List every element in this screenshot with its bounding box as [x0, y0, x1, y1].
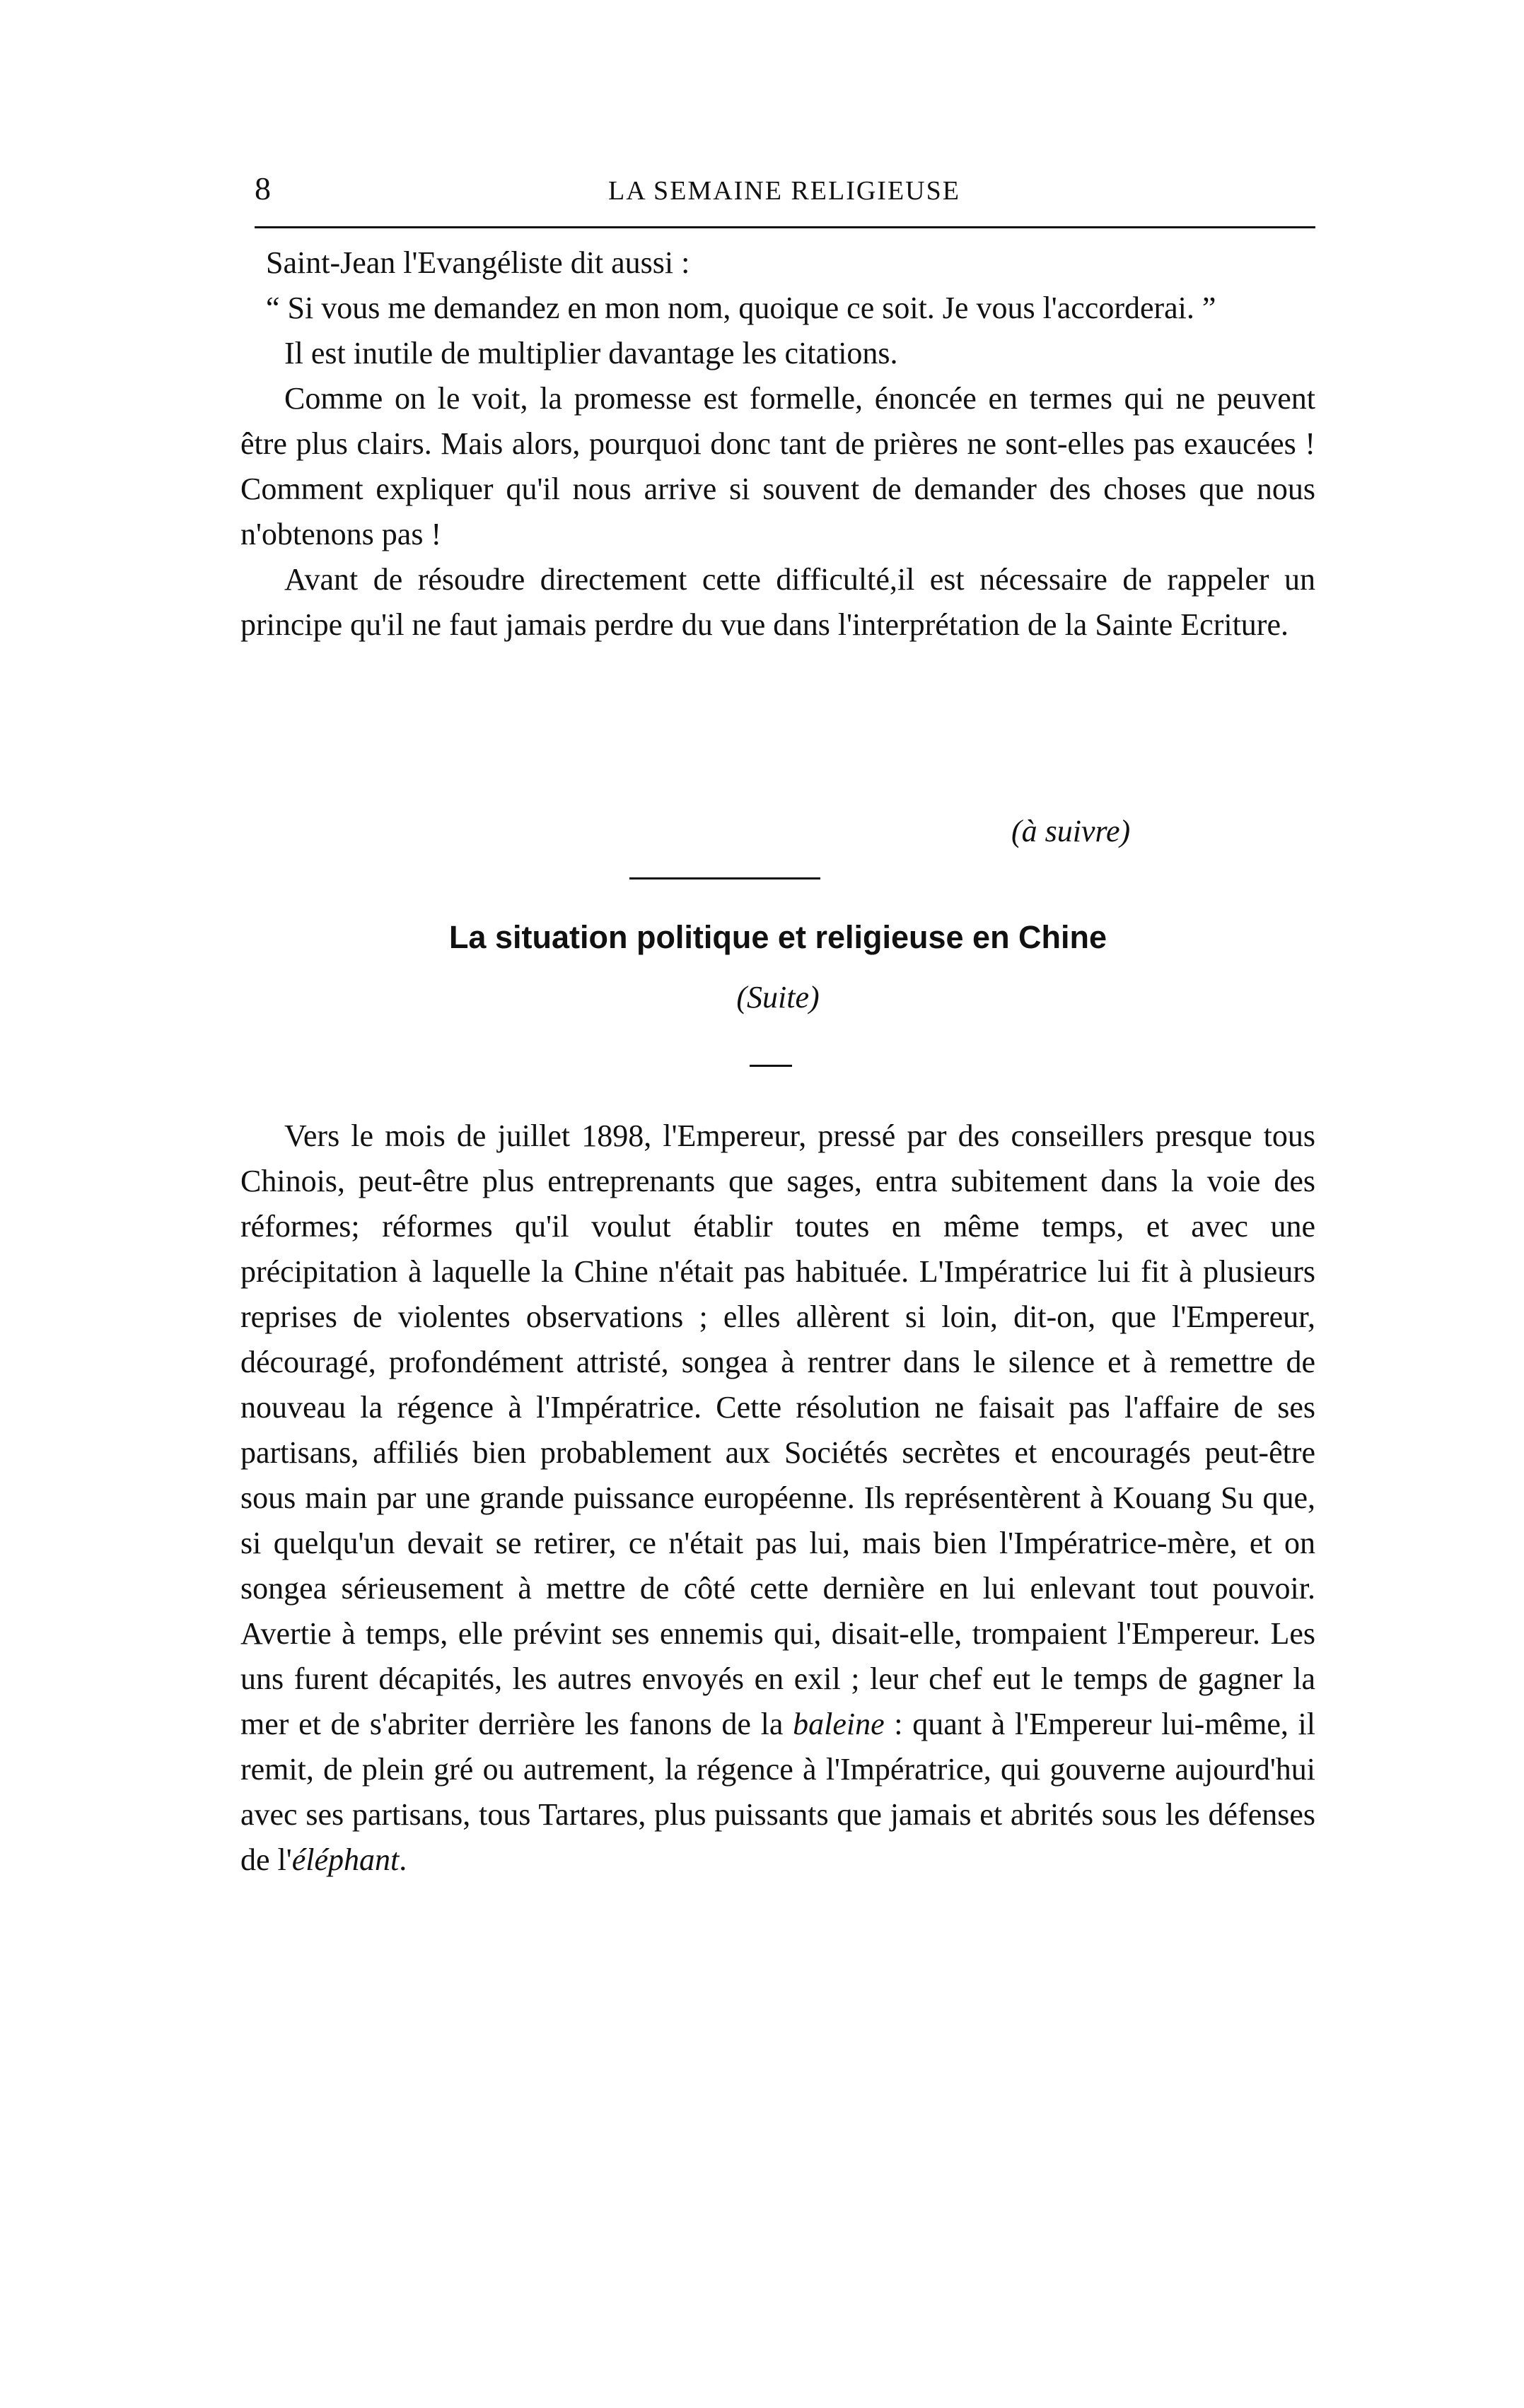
page-number: 8 — [255, 170, 271, 206]
paragraph: Avant de résoudre directement cette difficulté,il est nécessaire de rappeler un principe qu'il ne faut jamais perdre du vue dans l'interprétation de la Sainte Ecriture. — [240, 562, 1315, 642]
paragraph: Il est inutile de multiplier davantage les citations. — [284, 336, 898, 370]
continuation-note: (à suivre) — [1011, 814, 1131, 848]
section-previous-article — [240, 240, 1315, 648]
article-title: La situation politique et religieuse en Chine — [448, 919, 1107, 955]
running-title: LA SEMAINE RELIGIEUSE — [608, 176, 960, 206]
article-paragraph — [240, 1114, 1315, 1883]
quotation-paragraph: “ Si vous me demandez en mon nom, quoique ce soit. Je vous l'accorderai. ” — [266, 291, 1216, 325]
running-header — [240, 134, 1315, 206]
italic-term: éléphant — [291, 1842, 400, 1877]
article-body — [240, 1114, 1315, 1883]
text-run: : quant à l'Empereur lui-même, il remit, de plein gré ou autrement, la régence à l'Impératrice, qui gouverne aujourd'hui avec ses partisans, tous Tartares, plus puissants que jamais et abrités sous les défenses de l' — [240, 1707, 1315, 1877]
page — [240, 134, 1315, 1877]
article-subtitle: (Suite) — [736, 980, 820, 1015]
text-run: Vers le mois de juillet 1898, l'Empereur, pressé par des conseillers presque tous Chinois, peut-être plus entreprenants que sages, entra subitement dans la voie des réformes; réformes qu'il voulut établir toutes en même temps, et avec une précipitation à laquelle la Chine n'était pas habituée. L'Impératrice lui fit à plusieurs reprises de violentes observations ; elles allèrent si loin, dit-on, que l'Empereur, découragé, profondément attristé, songea à rentrer dans le silence et à remettre de nouveau la régence à l'Impératrice. Cette résolution ne faisait pas l'affaire de ses partisans, affiliés bien probablement aux Sociétés secrètes et encouragés peut-être sous main par une grande puissance européenne. Ils représentèrent à Kouang Su que, si quelqu'un devait se retirer, ce n'était pas lui, mais bien l'Impératrice-mère, et on songea sérieusement à mettre de côté cette dernière en lui enlevant tout pouvoir. Avertie à temps, elle prévint ses ennemis qui, disait-elle, trompaient l'Empereur. Les uns furent décapités, les autres envoyés en exil ; leur chef eut le temps de gagner la mer et de s'abriter derrière les fanons de la — [240, 1118, 1315, 1741]
header-rule — [255, 226, 1315, 228]
paragraph: Comme on le voit, la promesse est formelle, énoncée en termes qui ne peuvent être plus clairs. Mais alors, pourquoi donc tant de prières ne sont-elles pas exaucées ! Comment expliquer qu'il nous arrive si souvent de demander des choses que nous n'obtenons pas ! — [240, 381, 1315, 551]
text-run: . — [399, 1842, 407, 1877]
italic-term: baleine — [793, 1707, 885, 1741]
paragraph: Saint-Jean l'Evangéliste dit aussi : — [266, 245, 690, 280]
title-rule — [750, 1065, 792, 1067]
section-separator — [629, 877, 820, 879]
